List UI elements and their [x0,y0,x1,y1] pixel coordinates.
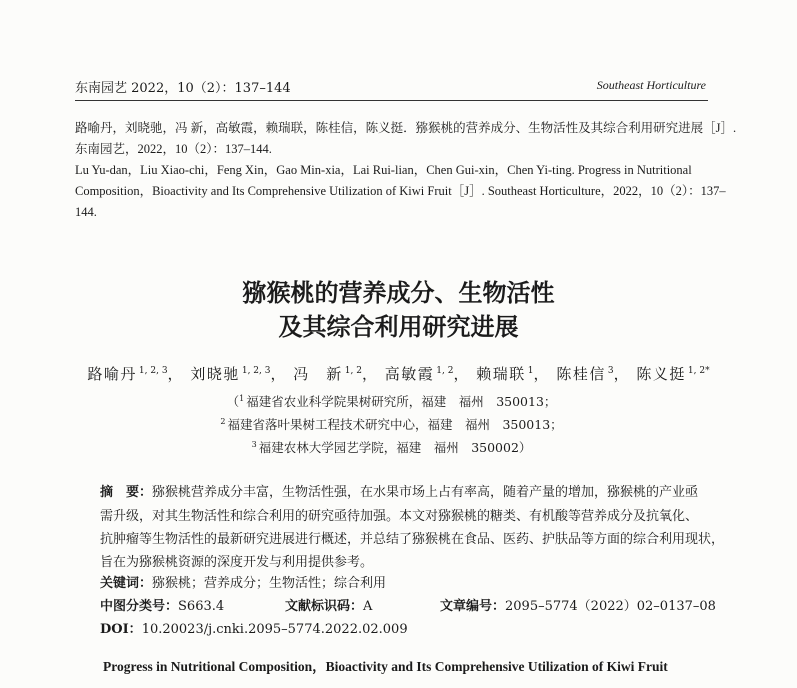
clc-label: 中图分类号： [100,599,179,614]
author-separator: ， [361,365,379,383]
keywords-label: 关键词： [100,576,153,591]
affiliation-marker: 2 [220,417,226,426]
author-separator: ， [613,365,631,383]
affiliation-open-paren: （ [226,394,240,409]
author-name: 赖瑞联 [476,365,526,383]
abstract-label: 摘 要： [100,485,153,500]
paper-title-line: 及其综合利用研究进展 [278,312,519,341]
author-list [0,364,797,384]
author-affiliation-marker: 1, 2, 3 [138,366,168,376]
affiliation-text: 福建省落叶果树工程技术研究中心，福建 福州 350013； [227,417,563,432]
author-name: 路喻丹 [87,365,137,383]
author-separator: ， [453,365,470,383]
author-separator: ， [270,365,287,383]
abstract-line: 旨在为猕猴桃资源的深度开发与利用提供参考。 [100,555,374,570]
author-name: 陈桂信 [556,365,606,383]
clc-value: S663.4 [178,599,225,614]
affiliation-marker: 3 [251,440,257,449]
abstract-line: 需升级，对其生物活性和综合利用的研究亟待加强。本文对猕猴桃的糖类、有机酸等营养成分及抗氧化、 [100,509,699,524]
english-title: Progress in Nutritional Composition，Bioactivity and Its Comprehensive Utilization of Kiwi Fruit [103,659,668,674]
article-number-label: 文章编号： [440,599,506,614]
document-code [285,598,440,615]
header-rule [75,100,708,101]
paper-title-line: 猕猴桃的营养成分、生物活性 [242,278,555,307]
journal-header-right: Southeast Horticulture [596,78,706,92]
keywords [100,575,386,592]
author-affiliation-marker: 1, 2 [436,366,454,376]
author-affiliation-marker: 3 [607,366,614,376]
affiliation-text: 福建省农业科学院果树研究所，福建 福州 350013； [246,394,557,409]
affiliation [0,417,783,433]
author-name: 高敏霞 [384,365,435,383]
affiliation-marker: 1 [239,394,245,403]
citation-line: 144. [75,205,97,219]
author-affiliation-marker: 1, 2* [687,366,710,376]
author-name: 刘晓驰 [190,365,240,383]
citation-line: 东南园艺，2022，10（2）：137–144. [75,142,272,156]
doi-label: DOI： [100,622,142,637]
classification-line [100,598,716,615]
document-code-label: 文献标识码： [285,599,364,614]
affiliation [0,394,783,410]
journal-header-left: 东南园艺 2022，10（2）：137–144 [75,81,291,96]
author-separator: ， [167,365,185,383]
abstract-line: 抗肿瘤等生物活性的最新研究进展进行概述，并总结了猕猴桃在食品、医药、护肤品等方面的综合利用现状， [100,532,725,547]
doi-value: 10.20023/j.cnki.2095–5774.2022.02.009 [141,622,408,637]
abstract-text: 猕猴桃营养成分丰富，生物活性强，在水果市场上占有率高，随着产量的增加，猕猴桃的产业亟 [152,485,699,500]
citation-line: 路喻丹，刘晓驰，冯 新，高敏霞，赖瑞联，陈桂信，陈义挺．猕猴桃的营养成分、生物活性及其综合利用研究进展［J］. [75,121,737,135]
affiliation-text: 福建农林大学园艺学院，福建 福州 350002） [258,440,532,455]
article-number-value: 2095–5774（2022）02–0137–08 [505,599,716,614]
citation-line: Composition，Bioactivity and Its Comprehensive Utilization of Kiwi Fruit［J］. Southeast Horticulture，2022，10（2）：137– [75,184,726,198]
author-affiliation-marker: 1, 2, 3 [241,366,271,376]
clc-number [100,598,285,615]
keywords-value: 猕猴桃；营养成分；生物活性；综合利用 [152,576,387,591]
citation-line: Lu Yu-dan，Liu Xiao-chi，Feng Xin，Gao Min-xia，Lai Rui-lian，Chen Gui-xin，Chen Yi-ting. Progress in Nutritional [75,163,692,177]
author-separator: ， [533,365,551,383]
article-number [440,598,716,615]
document-code-value: A [363,599,373,614]
author-affiliation-marker: 1, 2 [344,366,362,376]
abstract-line [100,484,698,501]
affiliation [0,440,783,456]
author-affiliation-marker: 1 [527,366,534,376]
author-name: 冯 新 [293,365,343,383]
doi [100,621,408,638]
author-name: 陈义挺 [636,365,686,383]
